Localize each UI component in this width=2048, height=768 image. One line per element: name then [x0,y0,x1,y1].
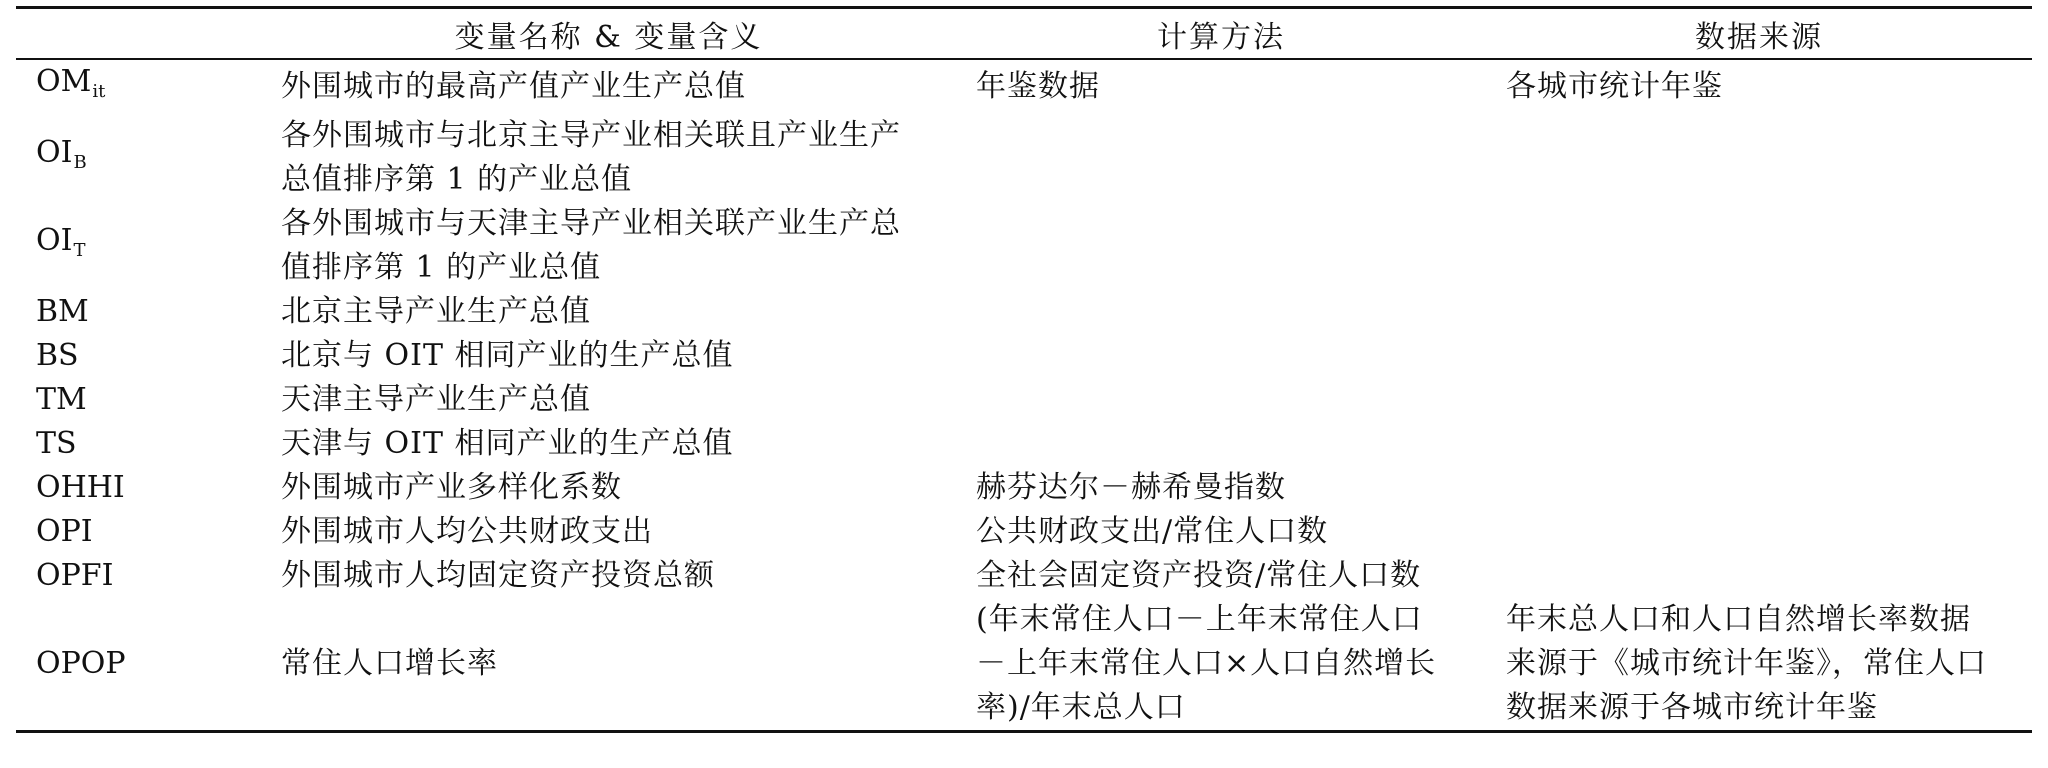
meaning-cell: 外围城市产业多样化系数 [281,470,622,505]
variable-definition-table [16,6,2032,733]
meaning-cell: 北京与 OIT 相同产业的生产总值 [281,338,734,373]
source-cell [1486,334,2032,378]
meaning-cell: 外围城市人均公共财政支出 [281,514,653,549]
table-header-row [16,8,2032,60]
source-cell [1486,466,2032,510]
source-cell [1486,554,2032,598]
table-row [16,59,2032,114]
method-cell [956,334,1486,378]
source-cell [1486,378,2032,422]
source-cell [1486,202,2032,290]
method-cell: 全社会固定资产投资/常住人口数 [976,558,1422,593]
table-row [16,598,2032,732]
variable-cell: OHHI [36,470,125,505]
header-name-meaning: 变量名称 & 变量含义 [454,19,763,55]
meaning-cell: 北京主导产业生产总值 [281,294,591,329]
method-cell: (年末常住人口－上年末常住人口 －上年末常住人口×人口自然增长 率)/年末总人口 [976,602,1437,725]
method-cell: 赫芬达尔－赫希曼指数 [976,470,1286,505]
table-row [16,334,2032,378]
table-row [16,510,2032,554]
meaning-cell: 各外围城市与天津主导产业相关联产业生产总 值排序第 1 的产业总值 [281,206,901,285]
variable-cell: OPI [36,514,93,549]
header-method: 计算方法 [1157,19,1285,55]
meaning-cell: 外围城市的最高产值产业生产总值 [281,69,746,104]
source-cell [1486,114,2032,202]
table-row [16,378,2032,422]
variable-cell: BS [36,338,79,373]
table-row [16,422,2032,466]
header-source: 数据来源 [1695,19,1823,55]
header-variable [16,8,261,60]
table-row [16,290,2032,334]
source-cell: 年末总人口和人口自然增长率数据 来源于《城市统计年鉴》，常住人口 数据来源于各城市统计年鉴 [1506,602,1987,725]
table-row [16,202,2032,290]
meaning-cell: 各外围城市与北京主导产业相关联且产业生产 总值排序第 1 的产业总值 [281,118,901,197]
method-cell [956,422,1486,466]
table-row [16,114,2032,202]
variable-subscript: T [73,240,86,261]
variable-table-container [16,6,2032,733]
source-cell: 各城市统计年鉴 [1506,69,1723,104]
variable-cell: TS [36,426,77,461]
source-cell [1486,510,2032,554]
source-cell [1486,290,2032,334]
meaning-cell: 天津与 OIT 相同产业的生产总值 [281,426,734,461]
method-cell: 年鉴数据 [976,69,1100,104]
variable-cell: OPFI [36,558,114,593]
variable-cell: $OI_B$ [36,135,87,173]
method-cell [956,290,1486,334]
meaning-cell: 常住人口增长率 [281,646,498,681]
variable-cell: $OM_{it}$ [36,64,106,102]
variable-cell: TM [36,382,87,417]
meaning-cell: 天津主导产业生产总值 [281,382,591,417]
variable-subscript: it [92,81,106,102]
method-cell [956,202,1486,290]
method-cell: 公共财政支出/常住人口数 [976,514,1329,549]
variable-cell: BM [36,294,89,329]
method-cell [956,114,1486,202]
source-cell [1486,422,2032,466]
table-row [16,466,2032,510]
variable-subscript: B [73,152,87,173]
table-row [16,554,2032,598]
meaning-cell: 外围城市人均固定资产投资总额 [281,558,715,593]
method-cell [956,378,1486,422]
variable-cell: $OI_T$ [36,223,86,261]
variable-cell: OPOP [36,646,126,681]
